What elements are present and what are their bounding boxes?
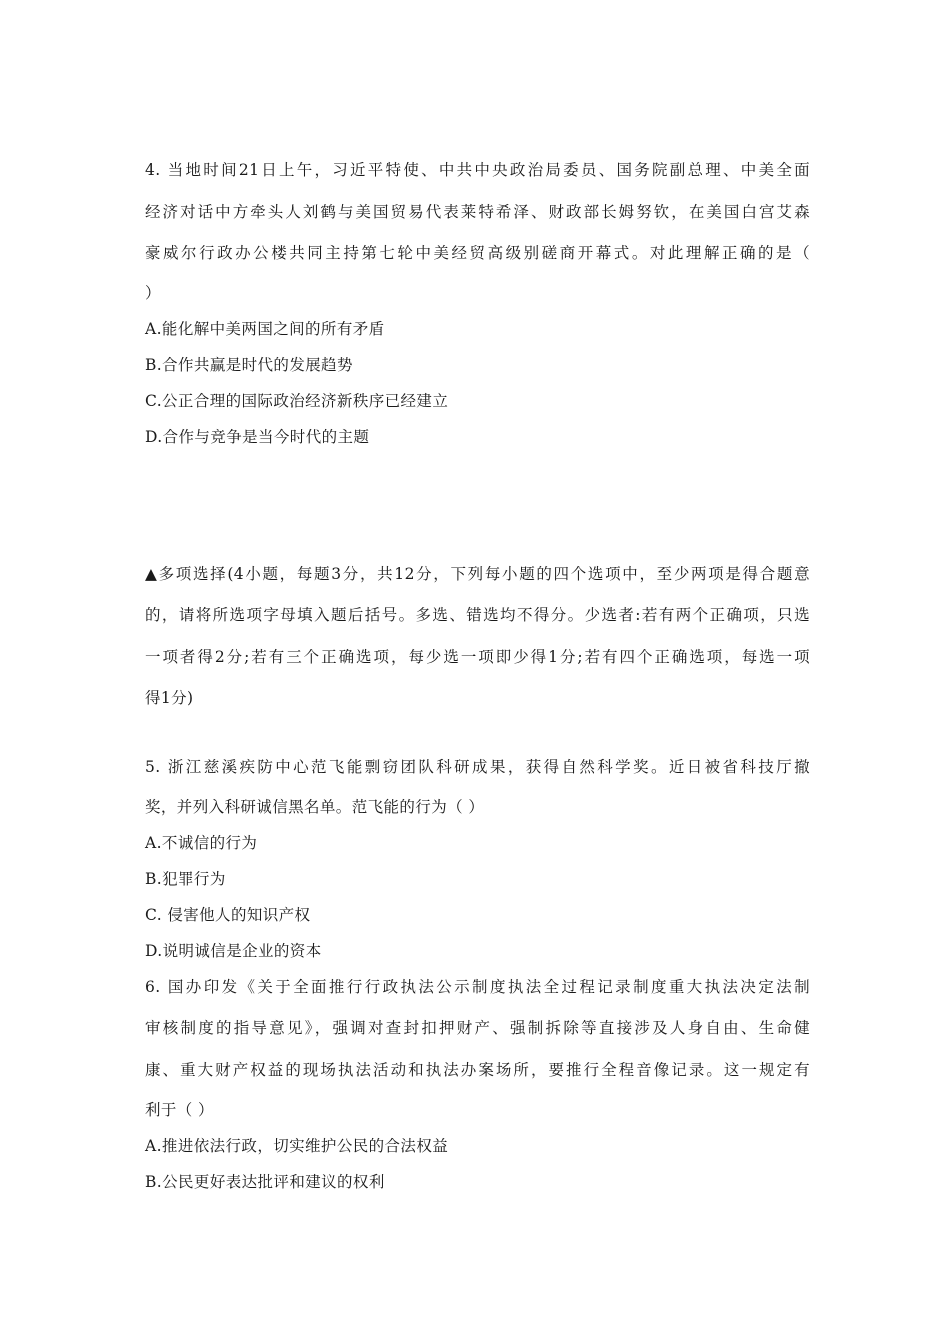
q6-stem-line-2: 审核制度的指导意见》，强调对查封扣押财产、强制拆除等直接涉及人身自由、生命健 (145, 1019, 810, 1037)
section-instructions-line-4: 得1分) (145, 689, 194, 707)
q6-stem-line-3: 康、重大财产权益的现场执法活动和执法办案场所，要推行全程音像记录。这一规定有 (145, 1061, 810, 1079)
section-instructions-line-2: 的，请将所选项字母填入题后括号。多选、错选均不得分。少选者:若有两个正确项，只选 (145, 606, 810, 624)
q5-stem-line-2: 奖，并列入科研诚信黑名单。范飞能的行为（ ） (145, 798, 485, 816)
q4-stem-line-3: 豪威尔行政办公楼共同主持第七轮中美经贸高级别磋商开幕式。对此理解正确的是（ (145, 244, 810, 262)
q5-stem-line-1: 5. 浙江慈溪疾防中心范飞能剽窃团队科研成果，获得自然科学奖。近日被省科技厅撤 (145, 758, 810, 776)
section-instructions-line-1: ▲多项选择(4小题，每题3分，共12分，下列每小题的四个选项中，至少两项是得合题意 (145, 565, 810, 583)
q4-stem-line-1: 4. 当地时间21日上午，习近平特使、中共中央政治局委员、国务院副总理、中美全面 (145, 161, 810, 179)
q4-stem-line-2: 经济对话中方牵头人刘鹤与美国贸易代表莱特希泽、财政部长姆努钦，在美国白宫艾森 (145, 203, 810, 221)
q6-option-b: B.公民更好表达批评和建议的权利 (145, 1173, 385, 1191)
q5-option-a: A.不诚信的行为 (145, 834, 258, 852)
q4-option-a: A.能化解中美两国之间的所有矛盾 (145, 320, 385, 338)
q5-option-b: B.犯罪行为 (145, 870, 226, 888)
q6-option-a: A.推进依法行政，切实维护公民的合法权益 (145, 1137, 449, 1155)
q5-option-d: D.说明诚信是企业的资本 (145, 942, 322, 960)
q6-stem-line-1: 6. 国办印发《关于全面推行行政执法公示制度执法全过程记录制度重大执法决定法制 (145, 978, 810, 996)
section-instructions-line-3: 一项者得2分;若有三个正确选项，每少选一项即少得1分;若有四个正确选项，每选一项 (145, 648, 810, 666)
q4-option-c: C.公正合理的国际政治经济新秩序已经建立 (145, 392, 449, 410)
q4-stem-line-4: ） (145, 284, 161, 302)
q4-option-d: D.合作与竞争是当今时代的主题 (145, 428, 370, 446)
q5-option-c: C. 侵害他人的知识产权 (145, 906, 311, 924)
q6-stem-line-4: 利于（ ） (145, 1101, 214, 1119)
q4-option-b: B.合作共赢是时代的发展趋势 (145, 356, 353, 374)
